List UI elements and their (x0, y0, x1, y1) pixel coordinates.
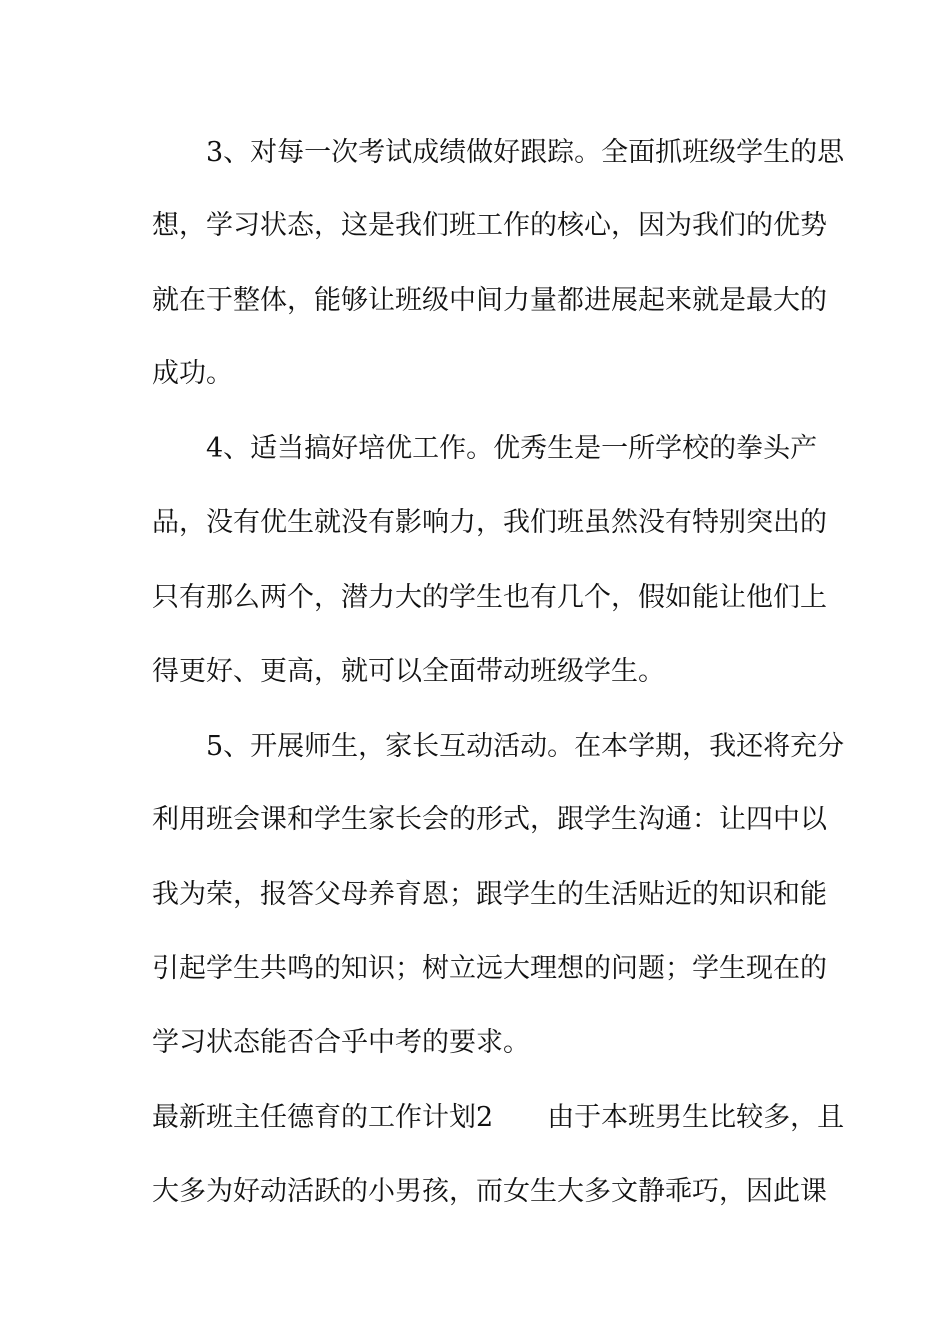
section-line-2: 大多为好动活跃的小男孩，而女生大多文静乖巧，因此课 (152, 1176, 827, 1207)
paragraph-4-line-3: 只有那么两个，潜力大的学生也有几个，假如能让他们上 (152, 582, 827, 613)
paragraph-4-line-2: 品，没有优生就没有影响力，我们班虽然没有特别突出的 (152, 507, 827, 538)
paragraph-5-line-2: 利用班会课和学生家长会的形式，跟学生沟通：让四中以 (152, 804, 827, 835)
paragraph-3-line-2: 想，学习状态，这是我们班工作的核心，因为我们的优势 (152, 210, 827, 241)
paragraph-3-line-1: 3、对每一次考试成绩做好跟踪。全面抓班级学生的思 (206, 137, 845, 168)
section-title-line (152, 1100, 844, 1136)
paragraph-3-line-3: 就在于整体，能够让班级中间力量都进展起来就是最大的 (152, 285, 827, 316)
paragraph-5-line-4: 引起学生共鸣的知识；树立远大理想的问题；学生现在的 (152, 953, 827, 984)
paragraph-5-line-3: 我为荣，报答父母养育恩；跟学生的生活贴近的知识和能 (152, 879, 827, 910)
section-line-1: 由于本班男生比较多，且 (547, 1102, 845, 1133)
paragraph-5-line-5: 学习状态能否合乎中考的要求。 (152, 1027, 530, 1058)
paragraph-5-line-1: 5、开展师生，家长互动活动。在本学期，我还将充分 (206, 731, 845, 762)
paragraph-4-line-1: 4、适当搞好培优工作。优秀生是一所学校的拳头产 (206, 433, 818, 464)
section-title: 最新班主任德育的工作计划2 (152, 1102, 494, 1133)
paragraph-4-line-4: 得更好、更高，就可以全面带动班级学生。 (152, 656, 665, 687)
paragraph-3-line-4: 成功。 (152, 358, 233, 389)
